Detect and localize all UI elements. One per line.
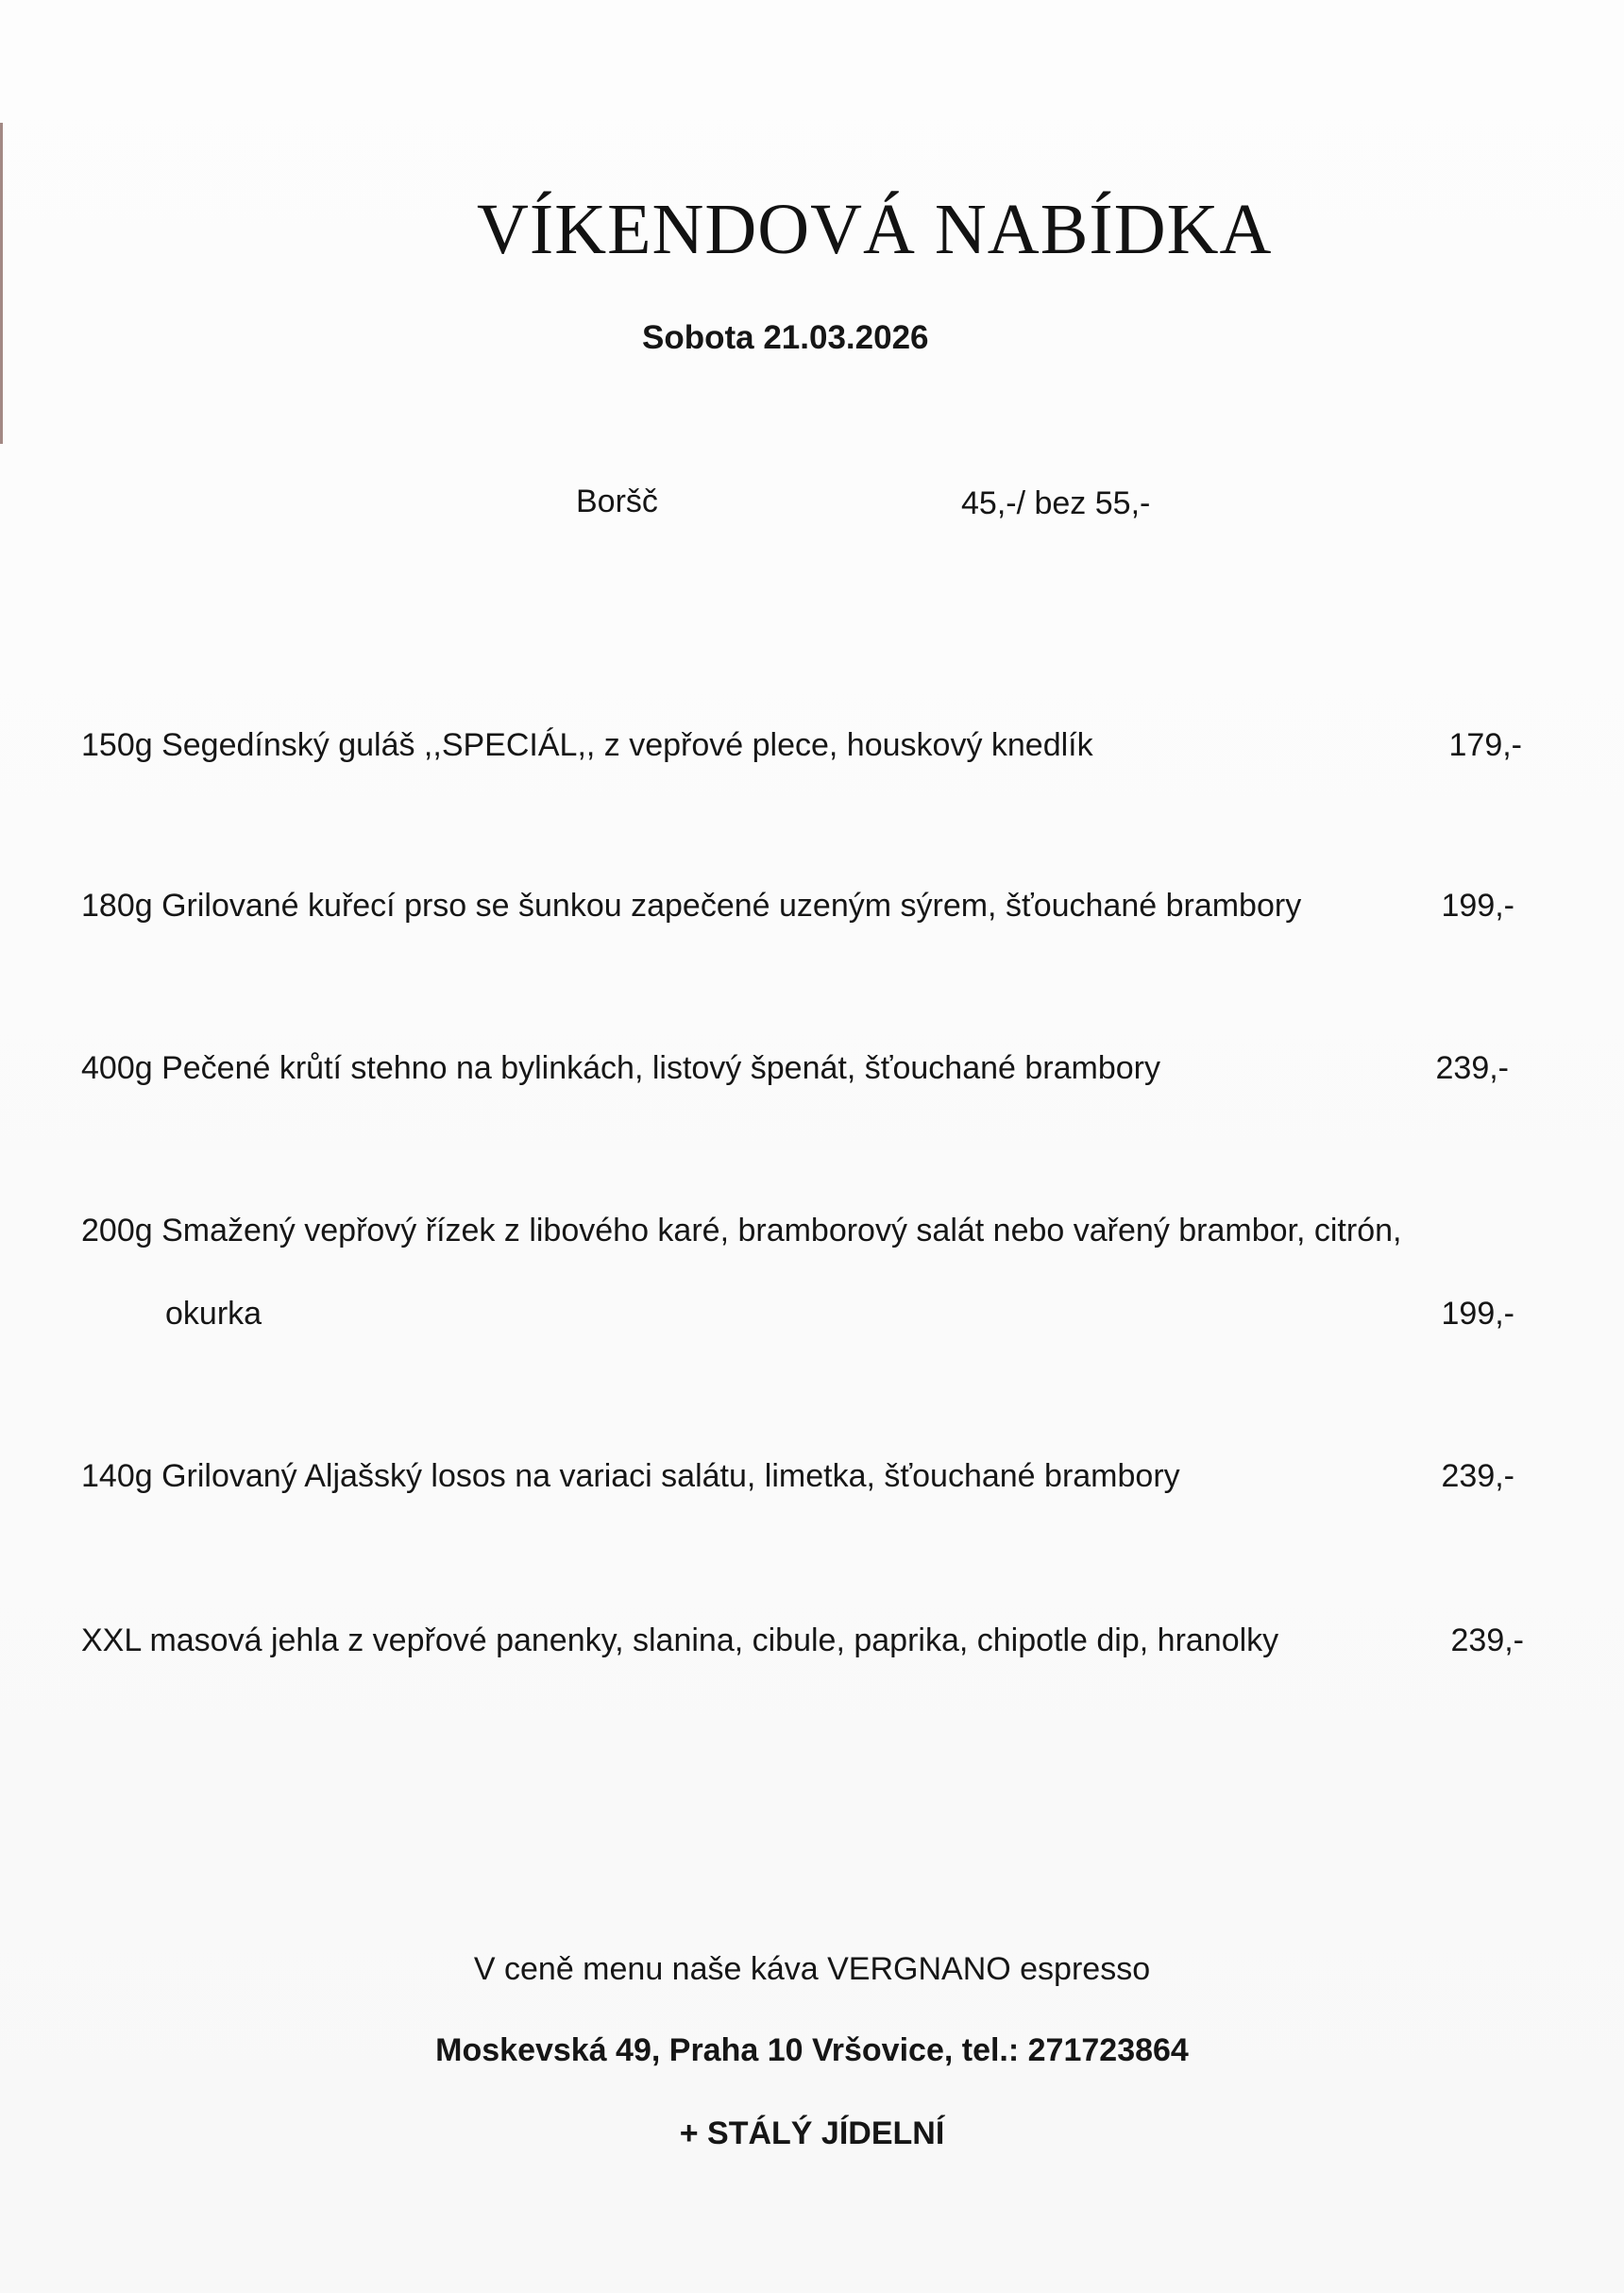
dish-price-6: 239,- bbox=[1450, 1622, 1524, 1658]
dish-item-2: 180g Grilované kuřecí prso se šunkou zapečené uzeným sýrem, šťouchané brambory bbox=[81, 888, 1302, 924]
dish-price-3: 239,- bbox=[1435, 1050, 1509, 1086]
footer-extra: + STÁLÝ JÍDELNÍ bbox=[679, 2115, 945, 2151]
dish-item-1: 150g Segedínský guláš ,,SPECIÁL,, z vepřové plece, houskový knedlík bbox=[81, 727, 1093, 763]
dish-price-5: 239,- bbox=[1441, 1458, 1514, 1494]
menu-title: VÍKENDOVÁ NABÍDKA bbox=[477, 190, 1273, 269]
footer-coffee-note: V ceně menu naše káva VERGNANO espresso bbox=[473, 1951, 1151, 1987]
soup-name: Boršč bbox=[576, 484, 658, 519]
dish-price-4: 199,- bbox=[1441, 1296, 1514, 1332]
dish-item-6: XXL masová jehla z vepřové panenky, slanina, cibule, paprika, chipotle dip, hranolky bbox=[81, 1622, 1279, 1658]
menu-date: Sobota 21.03.2026 bbox=[642, 319, 929, 356]
soup-price: 45,-/ bez 55,- bbox=[961, 485, 1151, 521]
dish-item-5: 140g Grilovaný Aljašský losos na variaci salátu, limetka, šťouchané brambory bbox=[81, 1458, 1180, 1494]
dish-item-3: 400g Pečené krůtí stehno na bylinkách, listový špenát, šťouchané brambory bbox=[81, 1050, 1160, 1086]
paper-edge-shadow bbox=[0, 123, 3, 444]
dish-price-2: 199,- bbox=[1441, 888, 1514, 924]
dish-price-1: 179,- bbox=[1448, 727, 1522, 763]
dish-item-4: 200g Smažený vepřový řízek z libového karé, bramborový salát nebo vařený brambor, citrón, bbox=[81, 1213, 1402, 1248]
dish-item-4-continuation: okurka bbox=[165, 1296, 262, 1332]
footer-address: Moskevská 49, Praha 10 Vršovice, tel.: 271723864 bbox=[435, 2032, 1189, 2068]
